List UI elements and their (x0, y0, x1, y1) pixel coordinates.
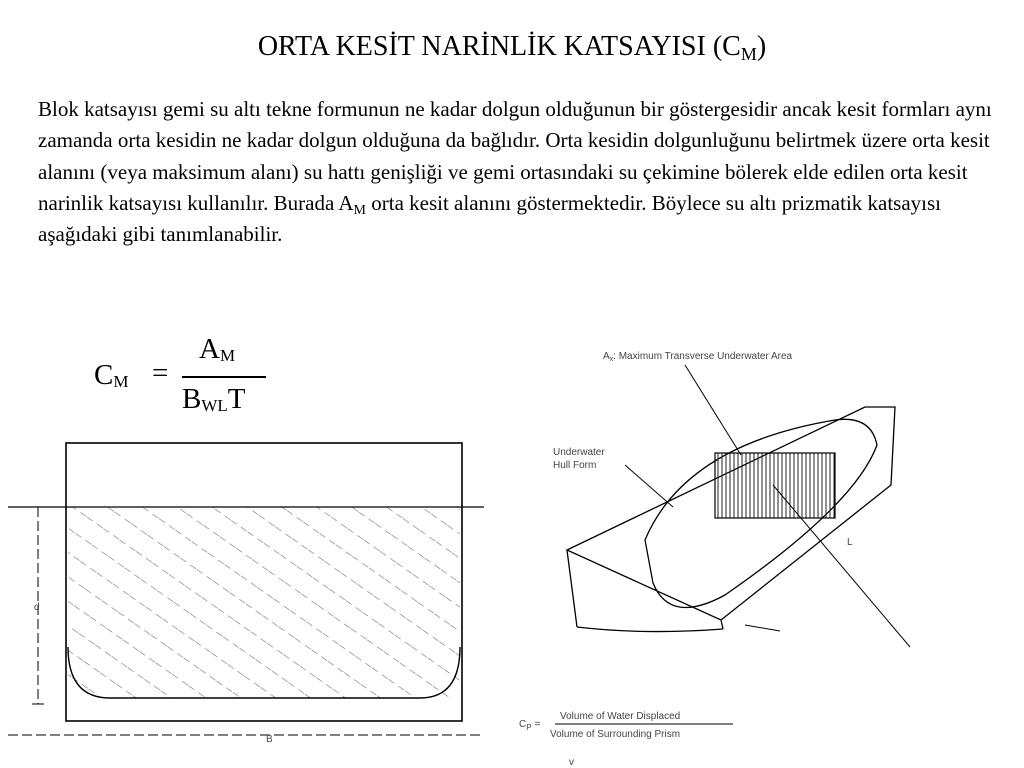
hull-label-1: Underwater (553, 447, 605, 458)
hatched-area (68, 507, 460, 698)
area-label-a: A (603, 351, 610, 362)
area-label-rest: : Maximum Transverse Underwater Area (613, 351, 793, 362)
formula-lhs-sub: M (113, 372, 129, 391)
area-label (603, 351, 793, 363)
hull-prism-figure (505, 335, 1005, 768)
midship-section-figure (0, 432, 490, 768)
formula-lhs (94, 359, 128, 392)
paragraph-part-2: orta kesit alanını göstermektedir. Böylece su altı prizmatik katsayısı aşağıdaki gibi tanımlanabilir. (38, 190, 942, 247)
formula-denominator (182, 383, 246, 416)
depth-label: d (34, 602, 40, 613)
formula-den-b: B (182, 383, 202, 415)
cp-numerator: Volume of Water Displaced (560, 711, 681, 722)
paragraph-part-1: Blok katsayısı gemi su altı tekne formunun ne kadar dolgun olduğunun bir göstergesidir ancak kesit formları aynı zamanda orta kesidin ne kadar dolgun olduğuna da bağlıdır. Orta kesidin dolgunluğunu belirtmek üzere orta kesit alanını (veya maksimum alanı) su hattı genişliği ve gemi ortasındaki su çekimine bölerek elde edilen orta kesit narinlik katsayısı kullanılır. Burada A (38, 97, 992, 215)
surrounding-prism (567, 407, 895, 632)
length-label: L (847, 537, 853, 548)
formula-den-t: T (227, 383, 246, 415)
formula-equals: = (152, 357, 169, 389)
slide-title (0, 30, 1024, 71)
area-label-sub: x (609, 356, 614, 363)
title-close: ) (756, 31, 767, 62)
area-leader-line (685, 365, 741, 455)
cp-label-eq: = (534, 719, 541, 730)
title-subscript: M (740, 44, 757, 64)
cm-formula (94, 333, 284, 425)
beam-label: B (266, 734, 273, 745)
cp-denominator: Volume of Surrounding Prism (550, 729, 681, 740)
body-paragraph (38, 94, 998, 250)
formula-num-a: A (199, 333, 220, 365)
title-text: ORTA KESİT NARİNLİK KATSAYISI (C (257, 31, 741, 62)
paragraph-subscript: M (353, 202, 366, 218)
cp-label-c: C (519, 719, 527, 730)
cp-label-sub: P (526, 723, 532, 732)
fraction-bar (182, 376, 266, 378)
formula-num-sub: M (219, 346, 236, 365)
length-tick (745, 625, 780, 631)
cp-label (519, 719, 541, 732)
bottom-label: v (569, 757, 574, 768)
length-dimension-line (773, 485, 910, 647)
formula-den-sub: WL (201, 396, 228, 415)
formula-lhs-c: C (94, 359, 114, 391)
hull-leader-line (625, 465, 673, 507)
hull-label-2: Hull Form (553, 460, 597, 471)
transverse-area-section (715, 453, 835, 518)
formula-numerator (199, 333, 235, 366)
